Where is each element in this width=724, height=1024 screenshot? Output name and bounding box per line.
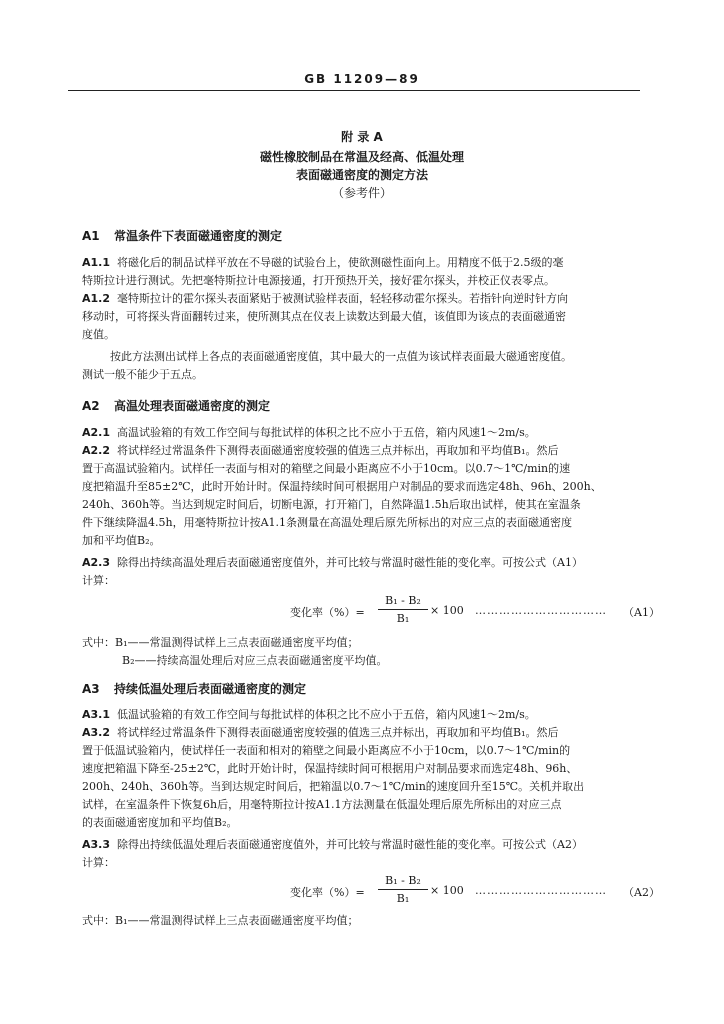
appendix-note: （参考件） — [331, 186, 392, 200]
a2-para-line — [82, 480, 652, 494]
a3-line-text: 200h、240h、360h等。当到达规定时间后，把箱温以0.7～1℃/min的速度回升至15℃。关机并取出 — [82, 780, 585, 793]
a3-line-text: 将试样经过常温条件下测得表面磁通密度较强的值选三点并标出，再取加和平均值B₁。然后 — [117, 726, 559, 739]
standard-number-header: GB 11209—89 — [304, 72, 420, 86]
a2-line-text: 高温试验箱的有效工作空间与每批试样的体积之比不应小于五倍，箱内风速1～2m/s。 — [117, 426, 536, 439]
a1-para-line — [82, 292, 652, 306]
a1-line-text: 按此方法测出试样上各点的表面磁通密度值，其中最大的一点值为该试样表面最大磁通密度值。 — [110, 350, 572, 363]
a1-para-line — [82, 256, 652, 270]
formula-lhs: 变化率（%）= — [290, 886, 365, 899]
a3-line-text: 试样，在室温条件下恢复6h后，用毫特斯拉计按A1.1方法测量在低温处理后原先所标出的对应三点 — [82, 798, 562, 811]
formula-ref: （A2） — [623, 886, 660, 899]
section-a3-heading — [82, 680, 306, 697]
formula-leader-dots: …………………………… — [475, 884, 607, 897]
a2-where-line — [122, 652, 388, 668]
formula-a2 — [290, 874, 660, 910]
formula-multiplier: × 100 — [430, 604, 464, 617]
a2-line-text: 240h、360h等。当达到规定时间后，切断电源，打开箱门，自然降温1.5h后取出试样，使其在室温条 — [82, 498, 581, 511]
formula-fraction — [378, 594, 428, 626]
a2-para-line — [82, 556, 652, 570]
a3-line-text: 计算： — [82, 856, 115, 869]
clause-a2-2-number: A2.2 — [82, 444, 110, 457]
where-def: B₁——常温测得试样上三点表面磁通密度平均值； — [115, 636, 359, 649]
fraction-bar — [378, 609, 428, 610]
clause-a1-1-number: A1.1 — [82, 256, 110, 269]
formula-a1 — [290, 594, 660, 630]
a2-para-line — [82, 574, 652, 588]
a2-para-line — [82, 498, 652, 512]
a3-para-line — [82, 816, 652, 830]
a3-para-line — [82, 838, 652, 852]
a1-para-line — [110, 350, 680, 364]
formula-numerator: B₁ - B₂ — [385, 874, 421, 887]
a3-line-text: 速度把箱温下降至-25±2℃，此时开始计时，保温持续时间可根据用户对制品要求而选定48h、96h、 — [82, 762, 578, 775]
appendix-label: 附 录 A — [341, 130, 383, 144]
section-a1-title: 常温条件下表面磁通密度的测定 — [114, 229, 283, 243]
clause-a1-2-number: A1.2 — [82, 292, 110, 305]
a2-line-text: 计算： — [82, 574, 115, 587]
a3-line-text: 低温试验箱的有效工作空间与每批试样的体积之比不应小于五倍，箱内风速1～2m/s。 — [117, 708, 536, 721]
header-rule — [68, 90, 640, 91]
a1-line-text: 移动时，可将探头背面翻转过来，使所测其点在仪表上读数达到最大值，该值即为该点的表面磁通密 — [82, 310, 566, 323]
a1-para-line — [82, 310, 652, 324]
a3-para-line — [82, 780, 652, 794]
a2-line-text: 件下继续降温4.5h，用毫特斯拉计按A1.1条测量在高温处理后原先所标出的对应三点的表面磁通密度 — [82, 516, 573, 529]
formula-lhs: 变化率（%）= — [290, 606, 365, 619]
a2-line-text: 将试样经过常温条件下测得表面磁通密度较强的值选三点并标出，再取加和平均值B₁。然后 — [117, 444, 559, 457]
section-a1-heading — [82, 227, 282, 244]
clause-a3-1-number: A3.1 — [82, 708, 110, 721]
formula-fraction — [378, 874, 428, 906]
a2-line-text: 加和平均值B₂。 — [82, 534, 161, 547]
a3-para-line — [82, 856, 652, 870]
a3-para-line — [82, 762, 652, 776]
a3-para-line — [82, 744, 652, 758]
where-label: 式中： — [82, 914, 115, 927]
a1-line-text: 度值。 — [82, 328, 115, 341]
a2-para-line — [82, 516, 652, 530]
a3-line-text: 除得出持续低温处理后表面磁通密度值外，并可比较与常温时磁性能的变化率。可按公式（A2） — [117, 838, 583, 851]
formula-ref: （A1） — [623, 606, 660, 619]
appendix-title-line2: 表面磁通密度的测定方法 — [295, 168, 428, 182]
a2-para-line — [82, 444, 652, 458]
a3-para-line — [82, 726, 652, 740]
where-def: B₂——持续高温处理后对应三点表面磁通密度平均值。 — [122, 654, 388, 667]
a2-line-text: 度把箱温升至85±2℃，此时开始计时。保温持续时间可根据用户对制品的要求而选定48h、96h、200h、 — [82, 480, 602, 493]
a2-line-text: 置于高温试验箱内。试样任一表面与相对的箱壁之间最小距离应不小于10cm。以0.7～1℃/min的速 — [82, 462, 571, 475]
a2-para-line — [82, 462, 652, 476]
appendix-title-line1: 磁性橡胶制品在常温及经高、低温处理 — [259, 150, 464, 164]
formula-denominator: B₁ — [396, 612, 410, 625]
a3-para-line — [82, 708, 652, 722]
clause-a3-2-number: A3.2 — [82, 726, 110, 739]
a2-para-line — [82, 534, 652, 548]
where-label: 式中： — [82, 636, 115, 649]
a1-para-line — [82, 328, 652, 342]
a2-where-line — [82, 634, 359, 650]
formula-multiplier: × 100 — [430, 884, 464, 897]
section-a3-number: A3 — [82, 682, 100, 696]
clause-a3-3-number: A3.3 — [82, 838, 110, 851]
formula-numerator: B₁ - B₂ — [385, 594, 421, 607]
a1-line-text: 毫特斯拉计的霍尔探头表面紧贴于被测试验样表面，轻轻移动霍尔探头。若指针向逆时针方向 — [117, 292, 568, 305]
clause-a2-1-number: A2.1 — [82, 426, 110, 439]
a3-para-line — [82, 798, 652, 812]
where-def: B₁——常温测得试样上三点表面磁通密度平均值； — [115, 914, 359, 927]
section-a2-heading — [82, 397, 270, 414]
a1-line-text: 测试一般不能少于五点。 — [82, 368, 203, 381]
a2-para-line — [82, 426, 652, 440]
a2-line-text: 除得出持续高温处理后表面磁通密度值外，并可比较与常温时磁性能的变化率。可按公式（A1） — [117, 556, 583, 569]
formula-leader-dots: …………………………… — [475, 604, 607, 617]
a1-line-text: 将磁化后的制品试样平放在不导磁的试验台上，使欲测磁性面向上。用精度不低于2.5级的毫 — [117, 256, 564, 269]
section-a2-number: A2 — [82, 399, 100, 413]
a1-line-text: 特斯拉计进行测试。先把毫特斯拉计电源接通，打开预热开关，接好霍尔探头，并校正仪表零点。 — [82, 274, 555, 287]
a3-line-text: 置于低温试验箱内，使试样任一表面和相对的箱壁之间最小距离应不小于10cm，以0.7～1℃/min的 — [82, 744, 571, 757]
section-a2-title: 高温处理表面磁通密度的测定 — [114, 399, 271, 413]
a3-where-line — [82, 912, 359, 928]
section-a3-title: 持续低温处理后表面磁通密度的测定 — [114, 682, 307, 696]
a3-line-text: 的表面磁通密度加和平均值B₂。 — [82, 816, 238, 829]
fraction-bar — [378, 889, 428, 890]
section-a1-number: A1 — [82, 229, 100, 243]
clause-a2-3-number: A2.3 — [82, 556, 110, 569]
a1-para-line — [82, 368, 652, 382]
formula-denominator: B₁ — [396, 892, 410, 905]
a1-para-line — [82, 274, 652, 288]
